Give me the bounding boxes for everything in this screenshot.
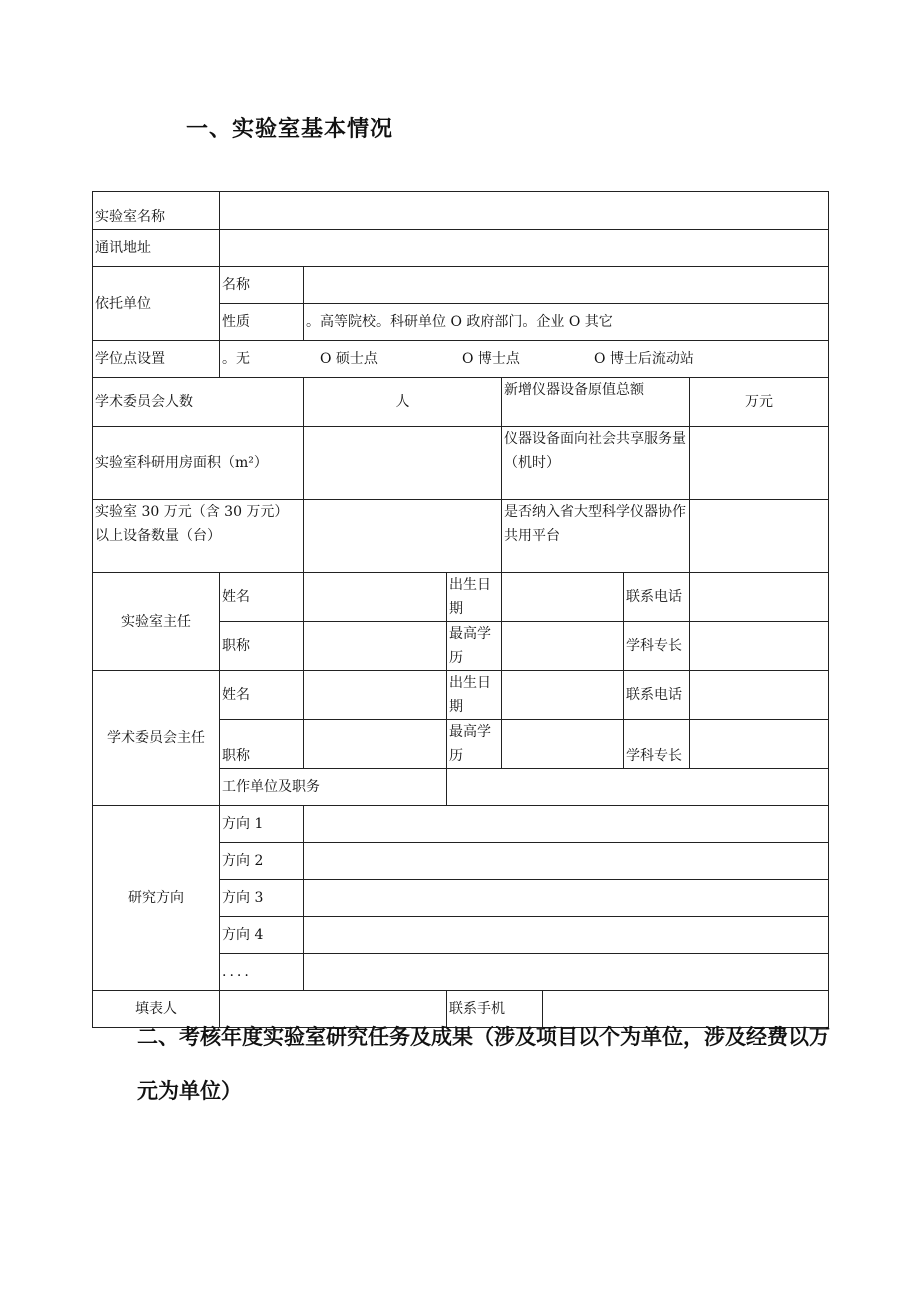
director-phone-label: 联系电话 — [624, 573, 690, 622]
committee-director-education-field[interactable] — [502, 720, 624, 769]
director-phone-field[interactable] — [690, 573, 829, 622]
direction-more-field[interactable] — [304, 954, 829, 991]
area-label: 实验室科研用房面积（m²） — [93, 427, 304, 500]
share-service-label: 仪器设备面向社会共享服务量（机时） — [502, 427, 690, 500]
director-title-label: 职称 — [220, 622, 304, 671]
host-name-label: 名称 — [220, 267, 304, 304]
new-equipment-label: 新增仪器设备原值总额 — [502, 378, 690, 427]
degree-options[interactable] — [220, 341, 829, 378]
committee-director-name-field[interactable] — [304, 671, 447, 720]
degree-option-master[interactable]: O 硕士点 — [320, 351, 378, 367]
lab-info-table — [92, 191, 829, 1028]
direction-3-label: 方向 3 — [220, 880, 304, 917]
committee-director-birth-label: 出生日期 — [447, 671, 502, 720]
equipment-30-label: 实验室 30 万元（含 30 万元）以上设备数量（台） — [93, 500, 304, 573]
mobile-label: 联系手机 — [447, 991, 543, 1028]
research-label: 研究方向 — [93, 806, 220, 991]
direction-3-field[interactable] — [304, 880, 829, 917]
section-2-title: 二、考核年度实验室研究任务及成果（涉及项目以个为单位，涉及经费以万元为单位） — [137, 1025, 830, 1103]
degree-option-doctor[interactable]: O 博士点 — [462, 351, 520, 367]
platform-field[interactable] — [690, 500, 829, 573]
new-equipment-unit[interactable]: 万元 — [690, 378, 829, 427]
committee-director-education-label: 最高学历 — [447, 720, 502, 769]
host-name-field[interactable] — [304, 267, 829, 304]
host-unit-label: 依托单位 — [93, 267, 220, 341]
work-unit-label: 工作单位及职务 — [220, 769, 447, 806]
degree-option-none[interactable]: 。无 — [222, 351, 250, 367]
direction-1-field[interactable] — [304, 806, 829, 843]
address-field[interactable] — [220, 230, 829, 267]
committee-count-label: 学术委员会人数 — [93, 378, 304, 427]
lab-name-field[interactable] — [220, 192, 829, 230]
host-nature-label: 性质 — [220, 304, 304, 341]
director-birth-label: 出生日期 — [447, 573, 502, 622]
equipment-30-field[interactable] — [304, 500, 502, 573]
director-name-field[interactable] — [304, 573, 447, 622]
direction-4-field[interactable] — [304, 917, 829, 954]
degree-label: 学位点设置 — [93, 341, 220, 378]
area-field[interactable] — [304, 427, 502, 500]
committee-director-title-field[interactable] — [304, 720, 447, 769]
direction-more-label: .... — [220, 954, 304, 991]
filler-label: 填表人 — [93, 991, 220, 1028]
host-nature-options[interactable]: 。高等院校。科研单位 O 政府部门。企业 O 其它 — [304, 304, 829, 341]
committee-director-birth-field[interactable] — [502, 671, 624, 720]
director-title-field[interactable] — [304, 622, 447, 671]
committee-count-unit[interactable]: 人 — [304, 378, 502, 427]
platform-label: 是否纳入省大型科学仪器协作共用平台 — [502, 500, 690, 573]
share-service-field[interactable] — [690, 427, 829, 500]
director-label: 实验室主任 — [93, 573, 220, 671]
lab-name-label: 实验室名称 — [93, 192, 220, 230]
director-specialty-label: 学科专长 — [624, 622, 690, 671]
direction-2-field[interactable] — [304, 843, 829, 880]
committee-director-name-label: 姓名 — [220, 671, 304, 720]
director-specialty-field[interactable] — [690, 622, 829, 671]
work-unit-field[interactable] — [447, 769, 829, 806]
section-1-title: 一、实验室基本情况 — [186, 117, 394, 142]
committee-director-title-label: 职称 — [220, 720, 304, 769]
degree-option-postdoc[interactable]: O 博士后流动站 — [594, 351, 694, 367]
direction-1-label: 方向 1 — [220, 806, 304, 843]
director-name-label: 姓名 — [220, 573, 304, 622]
committee-director-phone-field[interactable] — [690, 671, 829, 720]
committee-director-specialty-label: 学科专长 — [624, 720, 690, 769]
committee-director-label: 学术委员会主任 — [93, 671, 220, 806]
director-birth-field[interactable] — [502, 573, 624, 622]
committee-director-specialty-field[interactable] — [690, 720, 829, 769]
direction-4-label: 方向 4 — [220, 917, 304, 954]
direction-2-label: 方向 2 — [220, 843, 304, 880]
director-education-label: 最高学历 — [447, 622, 502, 671]
committee-director-phone-label: 联系电话 — [624, 671, 690, 720]
address-label: 通讯地址 — [93, 230, 220, 267]
director-education-field[interactable] — [502, 622, 624, 671]
